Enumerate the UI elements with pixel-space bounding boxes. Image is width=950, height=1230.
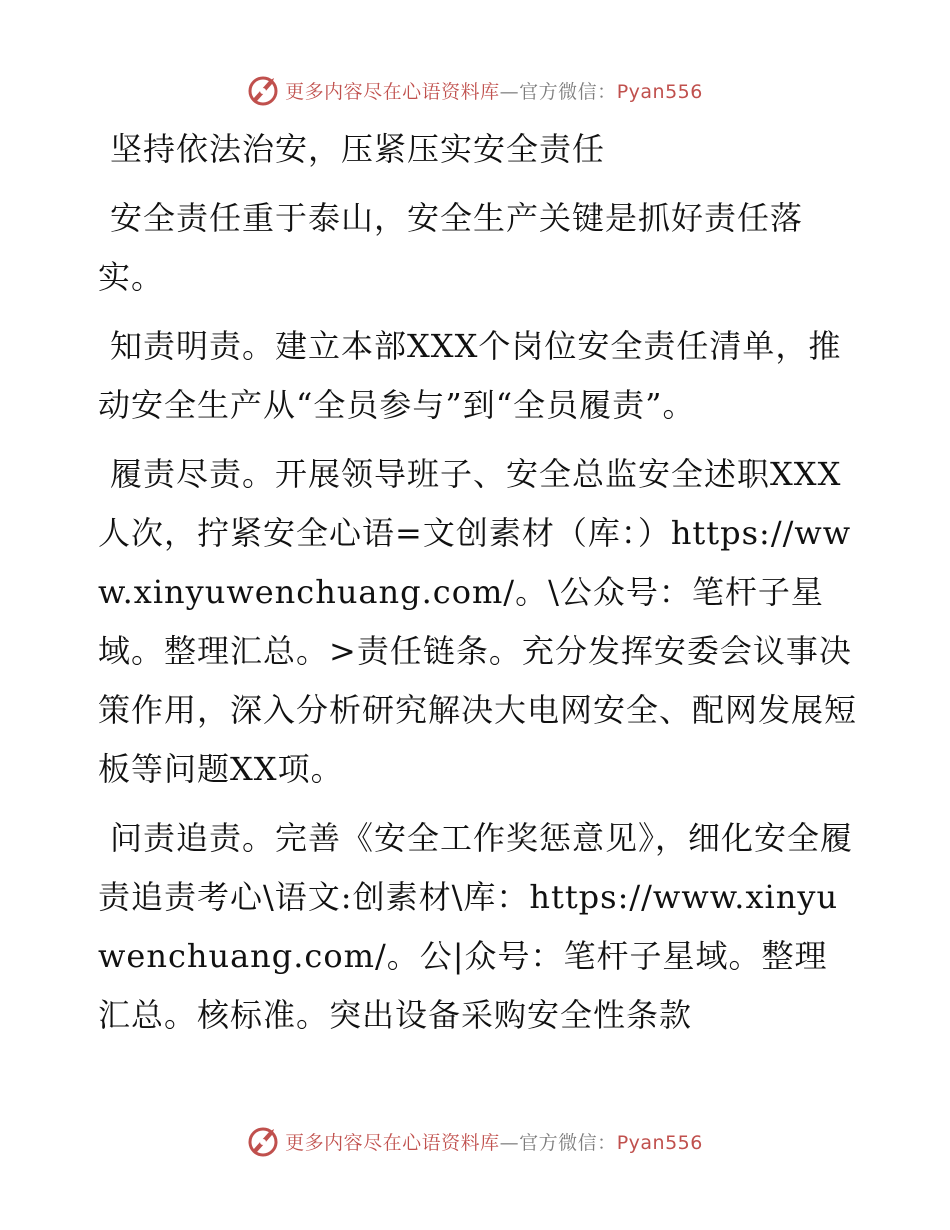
banner-wechat-id: Pyan556 [616,1131,703,1154]
banner-separator: — [499,1131,520,1154]
banner-main-text: 更多内容尽在心语资料库 [285,80,500,103]
banner-wechat-id: Pyan556 [616,80,703,103]
paragraph-text: 知责明责。建立本部XXX个岗位安全责任清单，推动安全生产从“全员参与”到“全员履责”。 [98,327,842,424]
banner-wechat-label: 官方微信： [519,1131,617,1154]
banner-text [285,77,703,104]
paragraph-text: 安全责任重于泰山，安全生产关键是抓好责任落实。 [98,199,804,296]
document-body [98,120,858,1045]
pen-logo-icon [247,1124,281,1158]
paragraph [98,445,858,799]
banner-text [285,1128,703,1155]
banner-wechat-label: 官方微信： [519,80,617,103]
banner-separator: — [499,80,520,103]
paragraph-title [98,120,858,179]
paragraph [98,317,858,435]
banner-main-text: 更多内容尽在心语资料库 [285,1131,500,1154]
pen-logo-icon [247,73,281,107]
footer-banner [0,1121,950,1161]
paragraph [98,189,858,307]
paragraph-text: 履责尽责。开展领导班子、安全总监安全述职XXX人次，拧紧安全心语=文创素材（库：）https://www.xinyuwenchuang.com/。\公众号：笔杆子星域。整理汇总。>责任链条。充分发挥安委会议事决策作用，深入分析研究解决大电网安全、配网发展短板等问题XX项。 [98,455,858,788]
paragraph-text: 坚持依法治安，压紧压实安全责任 [110,130,606,168]
header-banner [0,70,950,110]
paragraph-text: 问责追责。完善《安全工作奖惩意见》，细化安全履责追责考心\语文:创素材\库：https://www.xinyuwenchuang.com/。公|众号：笔杆子星域。整理汇总。核标准。突出设备采购安全性条款 [98,819,854,1034]
paragraph [98,809,858,1045]
